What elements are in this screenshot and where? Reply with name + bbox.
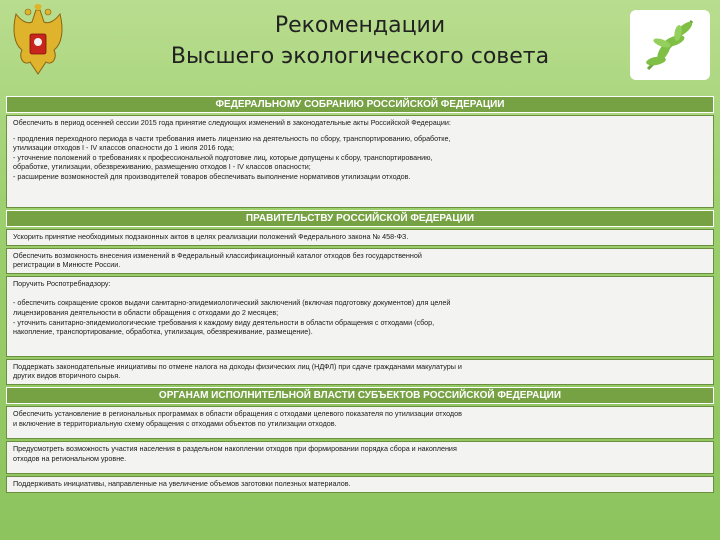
block-line: отходов на региональном уровне. [13, 453, 127, 463]
block-line: лицензирования деятельности в области обращения с отходами до 2 месяцев; [13, 307, 279, 317]
coat-of-arms-icon [10, 4, 66, 84]
block-line: - уточнение положений о требованиях к профессиональной подготовке лиц, которые допущены к сбору, транспортированию, [13, 152, 433, 162]
title-line-2: Высшего экологического совета [170, 44, 550, 69]
block-line: Поддержать законодательные инициативы по отмене налога на доходы физических лиц (НДФЛ) при сдаче гражданами макулатуры и [13, 361, 462, 371]
block-intro: Обеспечить в период осенней сессии 2015 года принятие следующих изменений в законодательные акты Российской Федерации: [13, 118, 451, 127]
block-line: регистрации в Минюсте России. [13, 260, 121, 270]
block-line: Предусмотреть возможность участия населения в раздельном накоплении отходов при формировании порядка сбора и накопления [13, 443, 457, 453]
block-line: - расширение возможностей для производителей товаров обеспечивать выполнение нормативов утилизации отходов. [13, 171, 411, 181]
recommendation-block [6, 359, 714, 385]
block-line: - продления переходного периода в части требования иметь лицензию на деятельность по сбору, транспортированию, обработке, [13, 133, 451, 143]
recommendation-block [6, 229, 714, 246]
block-line: Ускорить принятие необходимых подзаконных актов в целях реализации положений Федерального закона № 458-ФЗ. [13, 232, 409, 241]
block-line: обработке, утилизации, обезвреживанию, размещению отходов I - IV классов опасности; [13, 162, 311, 172]
block-line: - уточнить санитарно-эпидемиологические требования к каждому виду деятельности в области обращения с отходами (сбор, [13, 317, 435, 327]
leaf-logo [630, 10, 710, 80]
block-line: других видов вторичного сырья. [13, 371, 121, 381]
section-header-regional-authorities: ОРГАНАМ ИСПОЛНИТЕЛЬНОЙ ВЛАСТИ СУБЪЕКТОВ РОССИЙСКОЙ ФЕДЕРАЦИИ [6, 387, 714, 404]
block-intro: Поручить Роспотребнадзору: [13, 278, 111, 288]
recommendation-block [6, 115, 714, 208]
recommendation-block [6, 276, 714, 357]
recommendation-block [6, 476, 714, 493]
title-line-1: Рекомендации [274, 13, 446, 38]
recommendation-block [6, 441, 714, 474]
content [6, 95, 714, 495]
leaf-icon [638, 15, 702, 75]
recommendation-block [6, 406, 714, 439]
block-line: Обеспечить установление в региональных программах в области обращения с отходами целевого показателя по утилизации отходов [13, 408, 462, 418]
section-header-government: ПРАВИТЕЛЬСТВУ РОССИЙСКОЙ ФЕДЕРАЦИИ [6, 210, 714, 227]
block-line: Обеспечить возможность внесения изменений в Федеральный классификационный каталог отходов без государственной [13, 250, 422, 260]
recommendation-block [6, 248, 714, 274]
header [0, 0, 720, 90]
page-title [120, 10, 600, 72]
block-line: накопление, транспортирование, обработка, утилизация, обезвреживание, размещение). [13, 327, 313, 337]
section-header-federal-assembly: ФЕДЕРАЛЬНОМУ СОБРАНИЮ РОССИЙСКОЙ ФЕДЕРАЦИИ [6, 96, 714, 113]
block-line: утилизации отходов I - IV классов опасности до 1 июля 2016 года; [13, 143, 235, 153]
block-line: - обеспечить сокращение сроков выдачи санитарно-эпидемиологический заключений (включая подготовку документов) для целей [13, 298, 451, 308]
block-line: Поддерживать инициативы, направленные на увеличение объемов заготовки полезных материалов. [13, 478, 351, 488]
block-line: и включение в территориальную схему обращения с отходами объектов по утилизации отходов. [13, 418, 337, 428]
